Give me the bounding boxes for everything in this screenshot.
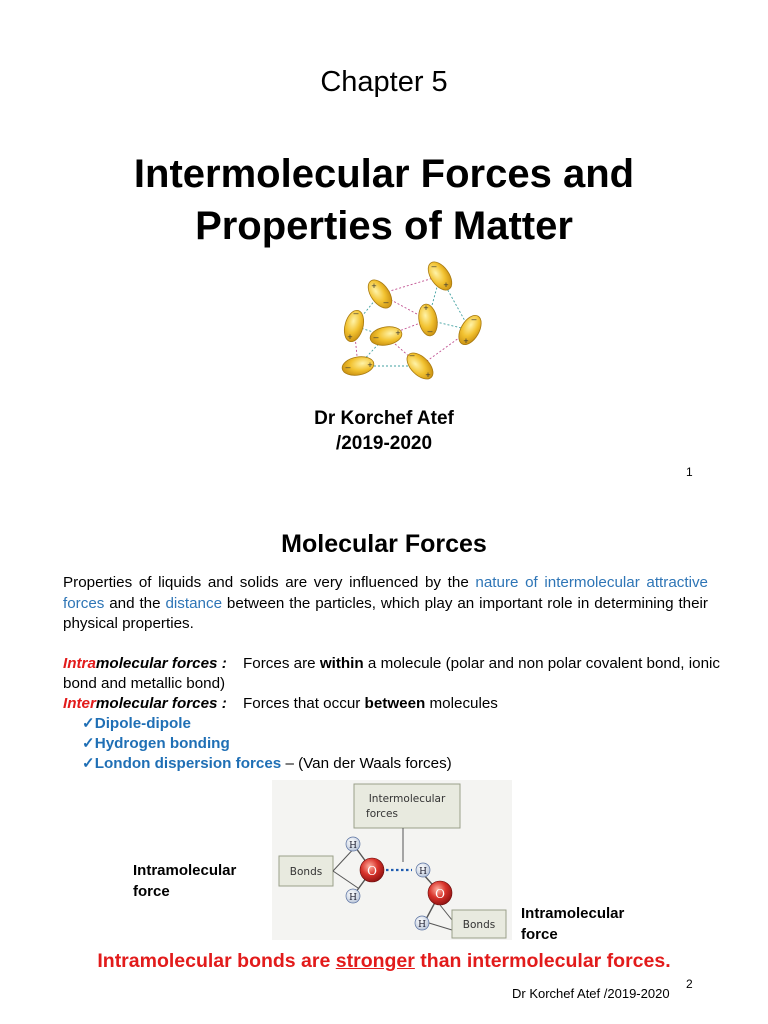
svg-text:+: + <box>395 328 401 338</box>
list-item <box>82 734 452 754</box>
inter-text-2: molecules <box>425 695 498 712</box>
checkmark-icon: ✓ <box>82 755 95 772</box>
definitions <box>63 654 723 714</box>
diagram-top-label-2: forces <box>366 808 398 820</box>
hydrogen-atom-2: H <box>349 893 357 903</box>
intra-text-1: Forces are <box>243 655 320 672</box>
intro-text-1: Properties of liquids and solids are very influenced by the <box>63 574 476 591</box>
intra-suffix: molecular forces : <box>95 655 227 672</box>
chapter-label: Chapter 5 <box>320 66 448 98</box>
svg-text:+: + <box>425 370 431 380</box>
hydrogen-atom-3: H <box>419 867 427 877</box>
svg-text:–: – <box>471 314 477 324</box>
water-molecules-diagram <box>272 780 512 940</box>
conclusion-statement <box>0 950 768 973</box>
svg-text:–: – <box>431 261 437 271</box>
author-block <box>0 406 768 456</box>
intramolecular-label-left <box>133 860 236 902</box>
inter-bold: between <box>364 695 426 712</box>
intramolecular-label-right <box>521 903 624 945</box>
list-item-label: Dipole-dipole <box>94 715 191 732</box>
label-line: Intramolecular <box>133 862 237 879</box>
svg-text:–: – <box>345 362 351 372</box>
svg-text:+: + <box>347 332 353 342</box>
checkmark-icon: ✓ <box>82 715 95 732</box>
section-title: Molecular Forces <box>281 530 487 558</box>
author-year: /2019-2020 <box>335 433 433 454</box>
intro-highlight-nature: nature of intermolecular attractive forces <box>63 574 709 612</box>
checkmark-icon: ✓ <box>82 735 95 752</box>
list-item <box>82 754 452 774</box>
title-line-2: Properties of Matter <box>195 204 573 248</box>
list-item-extra: – (Van der Waals forces) <box>281 755 452 772</box>
diagram-top-label-1: Intermolecular <box>368 793 446 805</box>
content-slide <box>0 500 768 1024</box>
svg-text:+: + <box>367 360 373 370</box>
page-title <box>0 148 768 252</box>
svg-text:–: – <box>427 326 433 336</box>
label-line: Intramolecular <box>521 905 625 922</box>
inter-prefix: Inter <box>63 695 96 712</box>
intro-text-3: between the particles, which play an important role in determining their physical properties. <box>63 594 708 632</box>
page-number: 1 <box>686 465 693 479</box>
svg-text:+: + <box>423 303 429 313</box>
author-name: Dr Korchef Atef <box>314 408 454 429</box>
list-item-label: Hydrogen bonding <box>94 735 230 752</box>
molecules-dipole-illustration <box>328 258 486 386</box>
conclusion-text-2: than intermolecular forces. <box>414 950 671 972</box>
bonds-label-left: Bonds <box>289 866 323 878</box>
svg-text:+: + <box>463 336 469 346</box>
list-item <box>82 714 452 734</box>
inter-text-1: Forces that occur <box>243 695 365 712</box>
footer-author: Dr Korchef Atef /2019-2020 <box>512 986 670 1001</box>
title-slide <box>0 0 768 490</box>
svg-text:–: – <box>383 297 389 307</box>
page-number: 2 <box>686 977 693 991</box>
intro-text-2: and the <box>104 594 166 612</box>
list-item-label: London dispersion forces <box>94 755 282 772</box>
intra-bold: within <box>319 655 364 672</box>
svg-text:–: – <box>373 332 379 342</box>
label-line: force <box>521 926 558 943</box>
intro-highlight-distance: distance <box>165 594 223 612</box>
hydrogen-atom-4: H <box>418 920 426 930</box>
oxygen-atom-2: O <box>435 887 445 901</box>
inter-suffix: molecular forces : <box>95 695 227 712</box>
svg-text:–: – <box>409 350 415 360</box>
force-types-list <box>82 714 452 774</box>
svg-text:+: + <box>443 280 449 290</box>
conclusion-emphasis: stronger <box>335 950 415 972</box>
label-line: force <box>133 883 170 900</box>
intramolecular-definition <box>63 654 723 694</box>
intra-text-2: a molecule (polar and non polar covalent bond, ionic bond and metallic bond) <box>63 655 720 692</box>
intro-paragraph <box>63 573 708 635</box>
hydrogen-atom-1: H <box>349 841 357 851</box>
title-line-1: Intermolecular Forces and <box>133 152 635 196</box>
intermolecular-definition <box>63 694 723 714</box>
conclusion-text-1: Intramolecular bonds are <box>97 950 336 972</box>
bonds-label-right: Bonds <box>462 919 496 931</box>
svg-text:–: – <box>353 308 359 318</box>
svg-text:+: + <box>371 281 377 291</box>
intra-prefix: Intra <box>63 655 96 672</box>
oxygen-atom-1: O <box>367 864 377 878</box>
